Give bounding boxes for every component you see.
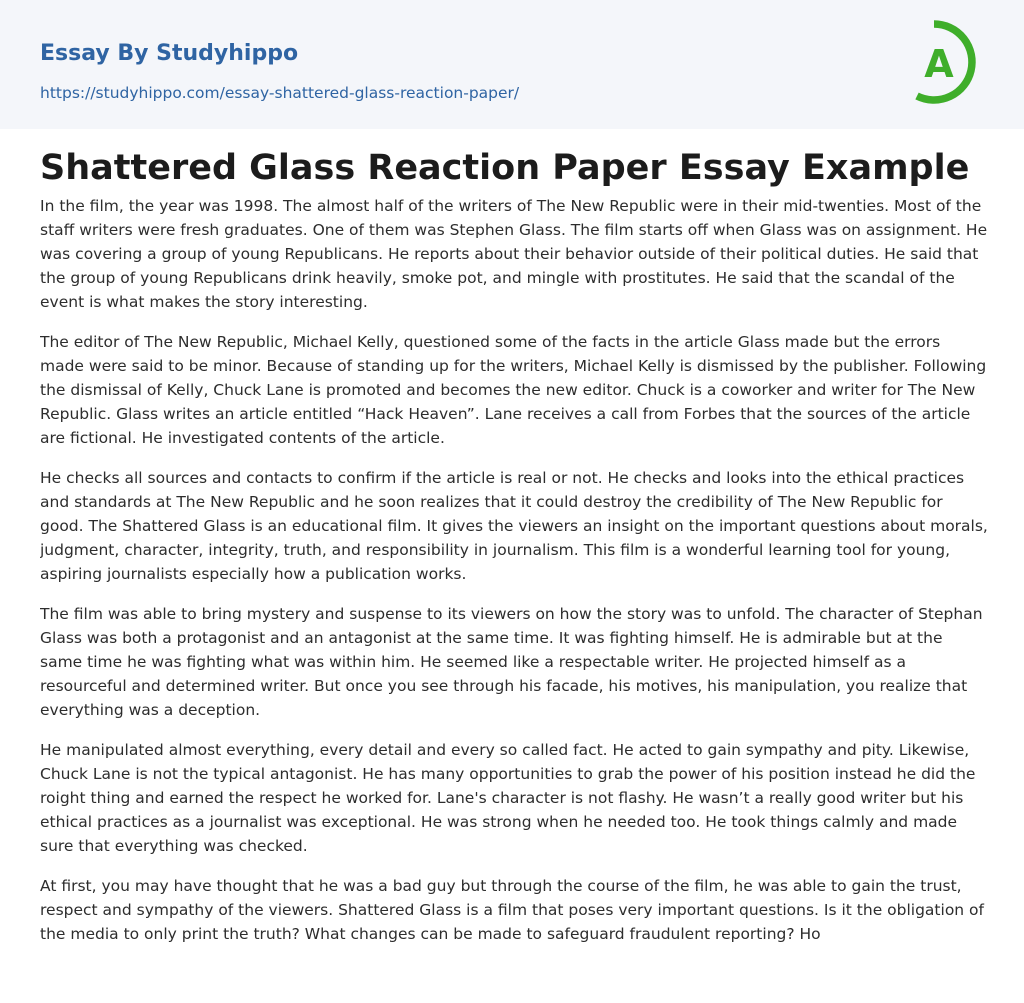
essay-paragraph-5: He manipulated almost everything, every detail and every so called fact. He acted to gain sympathy and pity. Likewise, Chuck Lane is not the typical antagonist. He has many opportunities to grab the power of his position instead he did the roight thing and earned the respect he worked for. Lane's character is not flashy. He wasn’t a really good writer but his ethical practices as a journalist was exceptional. He was strong when he needed too. He took things calmly and made sure that everything was checked.	[40, 741, 976, 855]
logo-letter: A	[924, 42, 954, 86]
page-url-link[interactable]: https://studyhippo.com/essay-shattered-glass-reaction-paper/	[40, 84, 520, 102]
essay-paragraph-4: The film was able to bring mystery and suspense to its viewers on how the story was to unfold. The character of Stephan Glass was both a protagonist and an antagonist at the same time. It was fighting himself. He is admirable but at the same time he was fighting what was within him. He seemed like a respectable writer. He projected himself as a resourceful and determined writer. But once you see through his facade, his motives, his manipulation, you realize that everything was a deception.	[40, 605, 983, 719]
page-title: Shattered Glass Reaction Paper Essay Example	[40, 148, 970, 188]
studyhippo-logo-icon[interactable]	[903, 16, 989, 108]
essay-paragraph-6: At first, you may have thought that he was a bad guy but through the course of the film, he was able to gain the trust, respect and sympathy of the viewers. Shattered Glass is a film that poses very important questions. Is it the obligation of the media to only print the truth? What changes can be made to safeguard fraudulent reporting? Ho	[40, 877, 984, 943]
site-header	[0, 0, 1024, 129]
site-brand[interactable]: Essay By Studyhippo	[40, 41, 299, 66]
essay-body	[40, 194, 988, 954]
essay-paragraph-2: The editor of The New Republic, Michael Kelly, questioned some of the facts in the article Glass made but the errors made were said to be minor. Because of standing up for the writers, Michael Kelly is dismissed by the publisher. Following the dismissal of Kelly, Chuck Lane is promoted and becomes the new editor. Chuck is a coworker and writer for The New Republic. Glass writes an article entitled “Hack Heaven”. Lane receives a call from Forbes that the sources of the article are fictional. He investigated contents of the article.	[40, 333, 987, 447]
essay-paragraph-3: He checks all sources and contacts to confirm if the article is real or not. He checks and looks into the ethical practices and standards at The New Republic and he soon realizes that it could destroy the credibility of The New Republic for good. The Shattered Glass is an educational film. It gives the viewers an insight on the important questions about morals, judgment, character, integrity, truth, and responsibility in journalism. This film is a wonderful learning tool for young, aspiring journalists especially how a publication works.	[40, 469, 988, 583]
essay-paragraph-1: In the film, the year was 1998. The almost half of the writers of The New Republic were in their mid-twenties. Most of the staff writers were fresh graduates. One of them was Stephen Glass. The film starts off when Glass was on assignment. He was covering a group of young Republicans. He reports about their behavior outside of their political duties. He said that the group of young Republicans drink heavily, smoke pot, and mingle with prostitutes. He said that the scandal of the event is what makes the story interesting.	[40, 197, 988, 311]
